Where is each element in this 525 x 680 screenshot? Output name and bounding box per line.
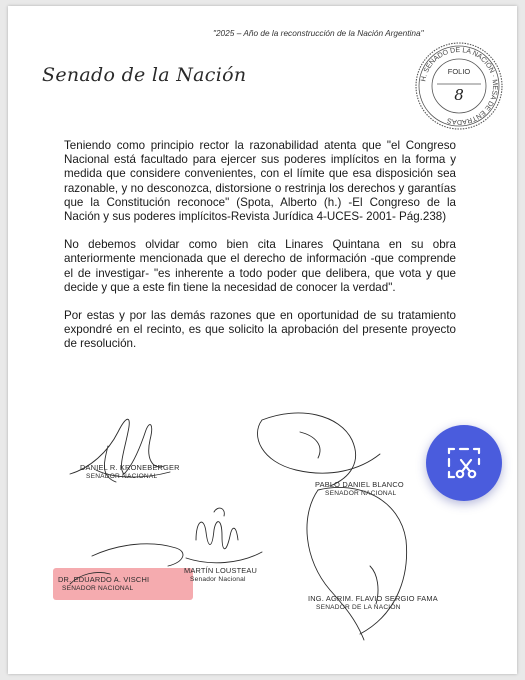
signatory-name: DR. EDUARDO A. VISCHI: [58, 575, 150, 584]
signatory-name: DANIEL R. KRONEBERGER: [80, 463, 180, 472]
mesa-entradas-stamp: [413, 40, 505, 132]
screenshot-cut-button[interactable]: [426, 425, 502, 501]
paragraph-1: Teniendo como principio rector la razonabilidad atenta que "el Congreso Nacional está facultado para ejercer sus poderes implícitos en la forma y medida que considere convenientes, con el límite que esa disposición sea razonable, y no desconozca, distorsione o restrinja los derechos y garantías que la Constitución reconoce" (Spota, Alberto (h.) -El Congreso de la Nación y sus poderes implícitos-Revista Jurídica 4-UCES- 2001- Pág.238): [64, 139, 456, 224]
motto-header: "2025 – Año de la reconstrucción de la Nación Argentina": [213, 28, 424, 38]
stamp-folio-label: FOLIO: [447, 67, 471, 76]
scissors-select-icon: [445, 444, 483, 482]
signatory-title: SENADOR NACIONAL: [325, 490, 397, 497]
signature-block-fama: [308, 594, 438, 612]
signature-block-vischi: [58, 575, 149, 593]
signatory-title: SENADOR NACIONAL: [86, 473, 158, 480]
signature-block-kroneberger: [80, 463, 180, 481]
stamp-folio-number: 8: [454, 86, 464, 104]
signatory-title: SENADOR DE LA NACIÓN: [316, 604, 401, 611]
document-body: [64, 139, 456, 366]
senate-letterhead: Senado de la Nación: [42, 64, 247, 86]
signatory-title: Senador Nacional: [190, 576, 246, 583]
stamp-ring-text: H. SENADO DE LA NACIÓN · MESA DE ENTRADAS: [420, 46, 499, 126]
paragraph-2: No debemos olvidar como bien cita Linares Quintana en su obra anteriormente mencionada que el derecho de información -que comprende el de investigar- "es inherente a todo poder que delibera, que vota y que decide y que a este fin tiene la necesidad de conocer la verdad".: [64, 238, 456, 294]
signatory-title: SENADOR NACIONAL: [62, 585, 134, 592]
signature-block-blanco: [315, 480, 404, 498]
signatory-name: PABLO DANIEL BLANCO: [315, 480, 404, 489]
signature-block-lousteau: [184, 566, 257, 584]
signatory-name: MARTÍN LOUSTEAU: [184, 566, 258, 575]
paragraph-3: Por estas y por las demás razones que en oportunidad de su tratamiento expondré en el recinto, es que solicito la aprobación del presente proyecto de resolución.: [64, 309, 456, 351]
signatory-name: ING. AGRIM. FLAVIO SERGIO FAMA: [308, 594, 438, 603]
